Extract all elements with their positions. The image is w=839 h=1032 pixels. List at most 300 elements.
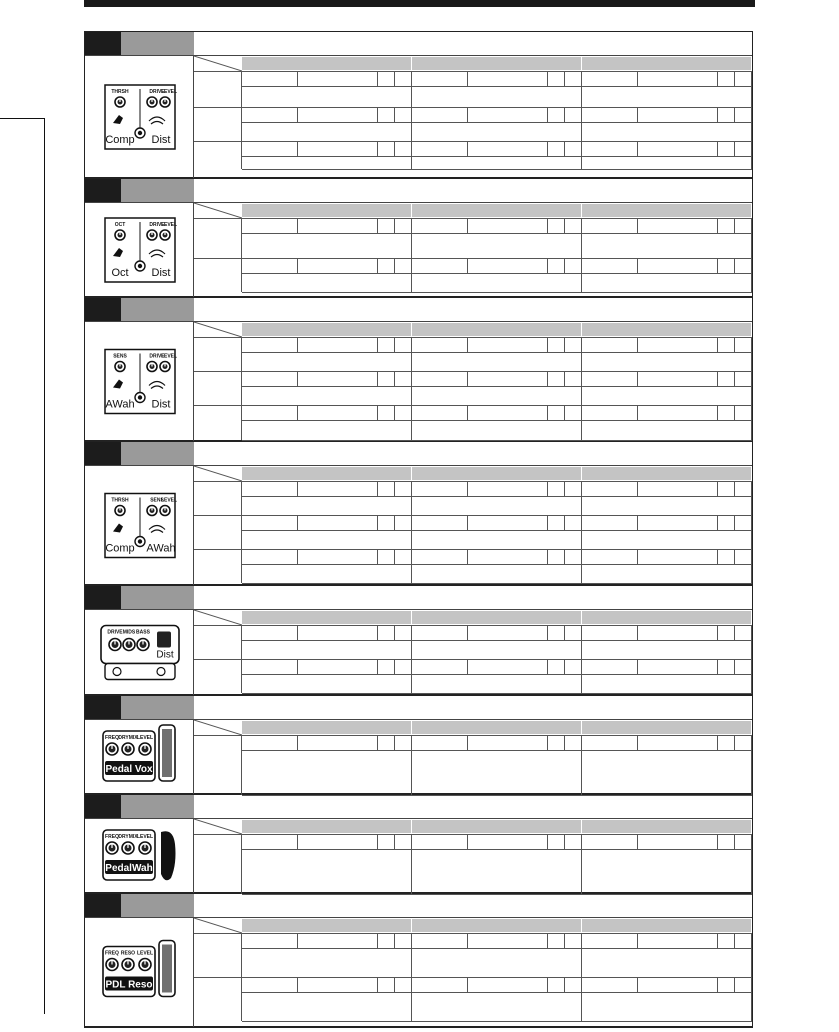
- row-label-cell: [194, 372, 242, 405]
- parameter-cell: [468, 406, 548, 421]
- parameter-cell: [395, 626, 412, 641]
- freq-knob-icon: [106, 959, 118, 971]
- block-header: [85, 32, 752, 56]
- parameter-cell: [638, 219, 718, 234]
- column-header-2: [412, 919, 581, 932]
- parameter-cell: [242, 934, 298, 949]
- parameter-cell: [638, 108, 718, 123]
- parameter-cell: [582, 372, 638, 387]
- row-label-cell: [194, 516, 242, 549]
- parameter-value-cell: [582, 531, 752, 550]
- column-header-3: [582, 611, 751, 624]
- column-header-2: [412, 820, 581, 833]
- header-bar: [84, 0, 755, 7]
- parameter-value-cell: [582, 850, 752, 895]
- parameter-cell: [468, 934, 548, 949]
- second-knob-label: DRYMIX: [118, 834, 138, 840]
- effect-number-tab: [85, 894, 121, 917]
- footswitch-icon: [157, 668, 165, 676]
- parameter-cell: [378, 978, 395, 993]
- effect-picture-panel: [85, 610, 194, 695]
- parameter-cell: [395, 372, 412, 387]
- parameter-value-cell: [242, 949, 412, 978]
- level-knob-label: LEVEL: [136, 735, 154, 741]
- parameter-cell: [718, 736, 735, 751]
- block-header: [85, 696, 752, 720]
- drive-knob-icon: [147, 97, 157, 107]
- parameter-cell: [412, 736, 468, 751]
- parameter-cell: [548, 626, 565, 641]
- parameter-cell: [242, 516, 298, 531]
- parameter-cell: [298, 934, 378, 949]
- left-effect-name: Oct: [111, 267, 129, 279]
- parameter-cell: [468, 660, 548, 675]
- parameter-row: [194, 735, 752, 795]
- parameter-cell: [378, 660, 395, 675]
- parameter-cell: [412, 259, 468, 274]
- parameter-row: [194, 258, 752, 292]
- parameter-cell: [468, 108, 548, 123]
- effect-block-pdl-reso: [85, 894, 752, 1028]
- parameter-cell: [242, 660, 298, 675]
- parameter-value-cell: [582, 87, 752, 108]
- column-header-3: [582, 57, 751, 70]
- column-header-1: [242, 204, 411, 217]
- margin-rule: [0, 118, 45, 119]
- parameter-cell: [242, 259, 298, 274]
- parameter-cell: [582, 660, 638, 675]
- parameter-cell: [565, 219, 582, 234]
- drive-knob-label: SENS: [150, 497, 164, 504]
- parameter-cell: [718, 259, 735, 274]
- left-effect-name: Comp: [105, 134, 135, 146]
- right-effect-name: Dist: [151, 134, 171, 146]
- left-knob-label: OCT: [114, 222, 126, 228]
- effect-name-tab: [121, 179, 194, 202]
- parameter-value-cell: [412, 751, 582, 796]
- parameter-cell: [412, 835, 468, 850]
- column-header-1: [242, 467, 411, 480]
- parameter-cell: [565, 406, 582, 421]
- parameter-cell: [582, 626, 638, 641]
- parameter-cell: [565, 934, 582, 949]
- parameter-cell: [718, 406, 735, 421]
- bass-knob-label: BASS: [136, 629, 150, 636]
- parameter-cell: [242, 626, 298, 641]
- parameter-cell: [735, 626, 752, 641]
- row-label-cell: [194, 736, 242, 795]
- parameter-value-cell: [582, 497, 752, 516]
- parameter-value-cell: [242, 123, 412, 142]
- parameter-value-cell: [412, 157, 582, 170]
- drive-knob-icon: [109, 639, 121, 651]
- parameter-cell: [395, 550, 412, 565]
- parameter-cell: [548, 142, 565, 157]
- parameter-cell: [298, 338, 378, 353]
- parameter-value-cell: [412, 234, 582, 259]
- column-header-2: [412, 57, 581, 70]
- parameter-cell: [582, 142, 638, 157]
- left-knob-icon: [115, 506, 125, 516]
- effect-picture-panel: [85, 466, 194, 585]
- parameter-cell: [378, 108, 395, 123]
- parameter-cell: [718, 482, 735, 497]
- parameter-cell: [735, 72, 752, 87]
- parameter-cell: [565, 660, 582, 675]
- freq-knob-icon: [106, 743, 118, 755]
- effect-name-tab: [121, 298, 194, 321]
- pdl-reso-icon: [85, 918, 194, 1027]
- parameter-value-cell: [582, 274, 752, 293]
- parameter-cell: [718, 142, 735, 157]
- column-header-3: [582, 467, 751, 480]
- parameter-cell: [582, 550, 638, 565]
- parameter-value-cell: [242, 751, 412, 796]
- parameter-cell: [298, 219, 378, 234]
- parameter-cell: [298, 108, 378, 123]
- parameter-row: [194, 549, 752, 583]
- effect-picture-panel: [85, 918, 194, 1027]
- parameter-cell: [735, 259, 752, 274]
- block-header: [85, 298, 752, 322]
- parameter-value-cell: [412, 497, 582, 516]
- parameter-cell: [412, 482, 468, 497]
- parameter-cell: [242, 978, 298, 993]
- effect-name-tab: [121, 894, 194, 917]
- effect-name: PDL Reso: [105, 979, 153, 991]
- parameter-value-cell: [242, 234, 412, 259]
- parameter-cell: [298, 516, 378, 531]
- second-knob-label: DRYMIX: [118, 735, 138, 741]
- parameter-cell: [412, 934, 468, 949]
- parameter-cell: [735, 660, 752, 675]
- block-header: [85, 442, 752, 466]
- parameter-cell: [548, 736, 565, 751]
- parameter-cell: [735, 835, 752, 850]
- parameter-cell: [378, 142, 395, 157]
- effect-name-tab: [121, 696, 194, 719]
- parameter-cell: [378, 372, 395, 387]
- level-knob-label: LEVEL: [160, 222, 178, 228]
- parameter-cell: [468, 835, 548, 850]
- parameter-value-cell: [412, 949, 582, 978]
- level-knob-icon: [160, 230, 170, 240]
- parameter-cell: [638, 978, 718, 993]
- effect-picture-panel: [85, 322, 194, 441]
- parameter-value-cell: [242, 850, 412, 895]
- column-header-2: [412, 323, 581, 336]
- parameter-value-cell: [242, 353, 412, 372]
- parameter-cell: [412, 660, 468, 675]
- effect-picture-panel: [85, 720, 194, 794]
- parameter-value-cell: [582, 234, 752, 259]
- parameter-cell: [582, 482, 638, 497]
- parameter-value-cell: [582, 565, 752, 584]
- effect-number-tab: [85, 298, 121, 321]
- parameter-cell: [718, 219, 735, 234]
- parameter-row: [194, 337, 752, 371]
- freq-knob-label: FREQ: [105, 950, 119, 957]
- level-knob-icon: [139, 959, 151, 971]
- parameter-cell: [298, 835, 378, 850]
- drive-knob-label: DRIVE: [149, 222, 165, 228]
- parameter-cell: [565, 550, 582, 565]
- parameter-cell: [548, 978, 565, 993]
- parameter-cell: [718, 372, 735, 387]
- parameter-cell: [582, 934, 638, 949]
- parameter-cell: [298, 736, 378, 751]
- effect-picture-panel: [85, 819, 194, 893]
- parameter-cell: [638, 406, 718, 421]
- parameter-cell: [735, 338, 752, 353]
- parameter-cell: [638, 142, 718, 157]
- row-label-cell: [194, 660, 242, 693]
- level-knob-label: LEVEL: [136, 950, 154, 957]
- level-knob-icon: [139, 743, 151, 755]
- row-label-cell: [194, 626, 242, 659]
- row-label-cell: [194, 142, 242, 169]
- parameter-cell: [548, 372, 565, 387]
- column-header-1: [242, 721, 411, 734]
- parameter-cell: [548, 259, 565, 274]
- parameter-cell: [735, 978, 752, 993]
- parameter-cell: [395, 142, 412, 157]
- parameter-cell: [395, 259, 412, 274]
- effect-block-oct-dist: [85, 179, 752, 298]
- parameter-cell: [735, 934, 752, 949]
- parameter-cell: [565, 372, 582, 387]
- parameter-cell: [735, 142, 752, 157]
- column-header-2: [412, 721, 581, 734]
- parameter-cell: [378, 516, 395, 531]
- parameter-value-cell: [412, 565, 582, 584]
- drive-knob-icon: [147, 362, 157, 372]
- parameter-cell: [242, 108, 298, 123]
- parameter-cell: [395, 406, 412, 421]
- row-label-cell: [194, 72, 242, 107]
- column-header-row: [194, 819, 752, 834]
- row-label-cell: [194, 108, 242, 141]
- effect-block-pedal-vox: [85, 696, 752, 795]
- parameter-value-cell: [242, 641, 412, 660]
- parameter-cell: [718, 626, 735, 641]
- parameter-value-cell: [582, 421, 752, 441]
- parameter-cell: [298, 406, 378, 421]
- parameter-cell: [378, 626, 395, 641]
- parameter-cell: [548, 660, 565, 675]
- left-knob-icon: [115, 230, 125, 240]
- level-knob-label: LEVEL: [136, 834, 154, 840]
- second-knob-icon: [122, 743, 134, 755]
- effect-number-tab: [85, 442, 121, 465]
- column-header-2: [412, 467, 581, 480]
- parameter-value-cell: [582, 751, 752, 796]
- row-label-cell: [194, 406, 242, 440]
- parameter-cell: [548, 550, 565, 565]
- column-header-3: [582, 323, 751, 336]
- parameter-cell: [565, 626, 582, 641]
- parameter-row: [194, 834, 752, 894]
- parameter-value-cell: [242, 531, 412, 550]
- parameter-cell: [548, 338, 565, 353]
- row-label-cell: [194, 219, 242, 258]
- comp-dist-pedal-icon: [85, 56, 194, 178]
- parameter-value-cell: [242, 497, 412, 516]
- drive-knob-label: DRIVE: [107, 629, 123, 636]
- parameter-cell: [548, 516, 565, 531]
- effect-block-awah-dist: [85, 298, 752, 442]
- parameter-cell: [412, 550, 468, 565]
- parameter-cell: [395, 108, 412, 123]
- parameter-value-cell: [242, 87, 412, 108]
- parameter-value-cell: [242, 675, 412, 694]
- freq-knob-icon: [106, 842, 118, 854]
- parameter-cell: [638, 259, 718, 274]
- parameter-row: [194, 141, 752, 169]
- parameter-cell: [638, 835, 718, 850]
- row-label-cell: [194, 550, 242, 583]
- parameter-cell: [395, 835, 412, 850]
- parameter-value-cell: [582, 993, 752, 1022]
- effect-name-tab: [121, 442, 194, 465]
- parameter-row: [194, 933, 752, 977]
- parameter-cell: [735, 108, 752, 123]
- row-label-cell: [194, 835, 242, 894]
- level-knob-label: LEVEL: [160, 353, 178, 360]
- parameter-cell: [638, 934, 718, 949]
- parameter-cell: [718, 978, 735, 993]
- parameter-cell: [412, 219, 468, 234]
- comp-awah-pedal-icon: [85, 466, 194, 585]
- parameter-value-cell: [412, 850, 582, 895]
- pedal-vox-icon: [85, 720, 194, 794]
- parameter-cell: [565, 835, 582, 850]
- effect-number-tab: [85, 696, 121, 719]
- parameter-cell: [298, 482, 378, 497]
- parameter-cell: [638, 550, 718, 565]
- drive-knob-icon: [147, 506, 157, 516]
- column-header-row: [194, 322, 752, 337]
- parameter-cell: [582, 406, 638, 421]
- parameter-cell: [412, 372, 468, 387]
- parameter-cell: [735, 372, 752, 387]
- parameter-value-cell: [242, 274, 412, 293]
- parameter-cell: [548, 482, 565, 497]
- foot-icon: [161, 831, 176, 880]
- parameter-value-cell: [412, 353, 582, 372]
- parameter-cell: [718, 338, 735, 353]
- parameter-cell: [735, 406, 752, 421]
- column-header-1: [242, 820, 411, 833]
- parameter-value-cell: [242, 565, 412, 584]
- parameter-cell: [378, 482, 395, 497]
- parameter-cell: [468, 72, 548, 87]
- left-effect-name: Comp: [105, 542, 135, 555]
- parameter-row: [194, 71, 752, 107]
- row-label-cell: [194, 338, 242, 371]
- parameter-cell: [638, 72, 718, 87]
- parameter-cell: [582, 978, 638, 993]
- effect-number-tab: [85, 795, 121, 818]
- parameter-value-cell: [582, 387, 752, 406]
- parameter-cell: [548, 835, 565, 850]
- drive-knob-label: DRIVE: [149, 353, 165, 360]
- parameter-cell: [468, 142, 548, 157]
- effect-block-comp-dist: [85, 32, 752, 179]
- parameter-cell: [298, 372, 378, 387]
- parameter-cell: [395, 72, 412, 87]
- pedal-wah-icon: [85, 819, 194, 893]
- parameter-value-cell: [412, 641, 582, 660]
- parameter-cell: [565, 259, 582, 274]
- parameter-value-cell: [582, 123, 752, 142]
- expression-pedal-icon: [159, 725, 175, 781]
- column-header-1: [242, 57, 411, 70]
- right-effect-name: AWah: [146, 542, 176, 555]
- parameter-value-cell: [582, 949, 752, 978]
- parameter-cell: [378, 259, 395, 274]
- parameter-cell: [638, 482, 718, 497]
- column-header-row: [194, 720, 752, 735]
- column-header-row: [194, 918, 752, 933]
- level-knob-icon: [160, 97, 170, 107]
- column-header-3: [582, 721, 751, 734]
- left-knob-label: THRSH: [111, 89, 129, 95]
- second-knob-label: RESO: [120, 950, 136, 957]
- parameter-cell: [378, 736, 395, 751]
- left-knob-icon: [115, 97, 125, 107]
- parameter-value-cell: [412, 274, 582, 293]
- parameter-cell: [395, 736, 412, 751]
- fx-dist-stompbox-icon: [85, 610, 194, 695]
- parameter-value-cell: [412, 87, 582, 108]
- column-header-row: [194, 610, 752, 625]
- parameter-value-cell: [582, 157, 752, 170]
- parameter-value-cell: [412, 421, 582, 441]
- level-knob-label: LEVEL: [160, 89, 178, 95]
- second-knob-icon: [122, 959, 134, 971]
- parameter-cell: [395, 516, 412, 531]
- parameter-cell: [468, 482, 548, 497]
- effect-block-fx-dist: [85, 586, 752, 696]
- parameter-cell: [242, 550, 298, 565]
- block-header: [85, 586, 752, 610]
- parameter-cell: [718, 108, 735, 123]
- parameter-value-cell: [242, 421, 412, 441]
- drive-knob-label: DRIVE: [149, 89, 165, 95]
- column-header-row: [194, 56, 752, 71]
- effect-name-tab: [121, 795, 194, 818]
- parameter-cell: [582, 259, 638, 274]
- parameter-cell: [412, 142, 468, 157]
- parameter-row: [194, 481, 752, 515]
- parameter-cell: [378, 338, 395, 353]
- effect-number-tab: [85, 179, 121, 202]
- parameter-cell: [298, 72, 378, 87]
- effect-name-tab: [121, 32, 194, 55]
- parameter-cell: [468, 736, 548, 751]
- parameter-cell: [395, 482, 412, 497]
- row-label-cell: [194, 259, 242, 292]
- parameter-value-cell: [242, 387, 412, 406]
- oct-dist-pedal-icon: [85, 203, 194, 297]
- parameter-row: [194, 371, 752, 405]
- parameter-cell: [395, 338, 412, 353]
- drive-knob-icon: [147, 230, 157, 240]
- parameter-row: [194, 977, 752, 1021]
- parameter-cell: [718, 550, 735, 565]
- right-effect-name: Dist: [151, 267, 171, 279]
